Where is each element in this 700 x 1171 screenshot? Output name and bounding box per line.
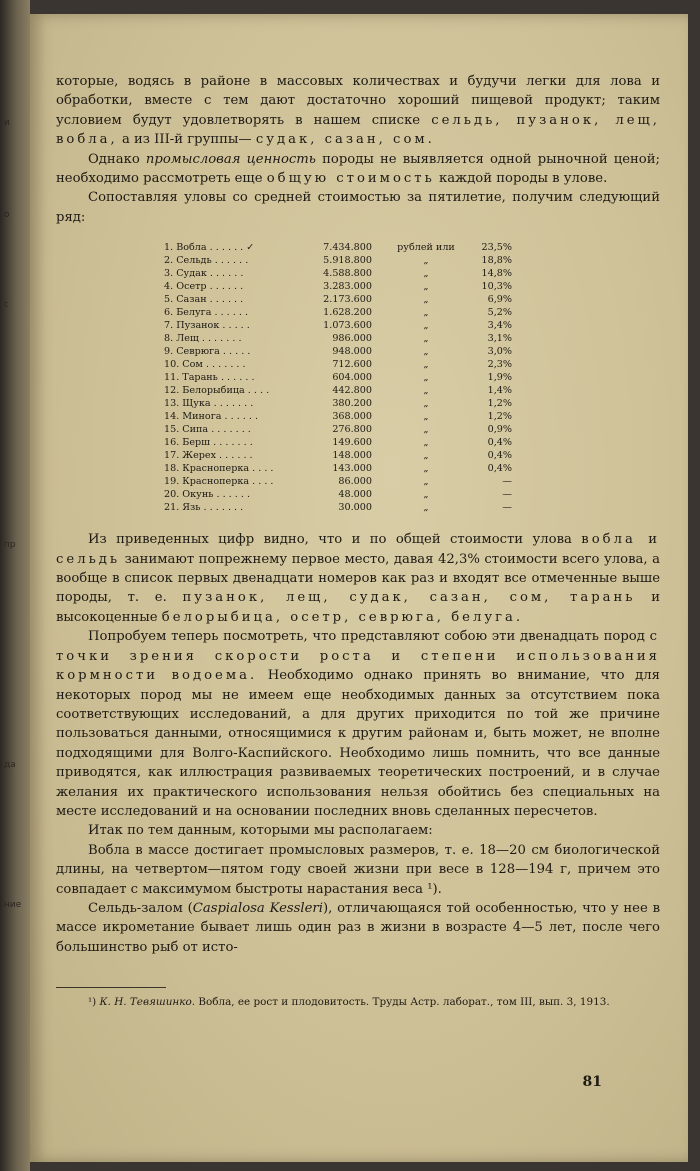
unit-label: „ [423,502,429,514]
unit-label: „ [423,489,429,501]
fish-value: 442.800 [332,385,372,397]
fish-value: 368.000 [332,411,372,423]
fish-value: 149.600 [332,437,372,449]
fish-name: 3. Судак . . . . . . [164,268,244,280]
paragraph: Однако промысловая ценность породы не выявляется одной рыночной ценой; необходимо рассмотреть еще общую стоимость каждой породы в улове. [56,151,660,187]
page-body [56,72,660,1010]
unit-label: „ [423,463,429,475]
fish-percent: 14,8% [481,268,512,280]
fish-value: 86.000 [338,476,372,488]
fish-percent: 23,5% [481,242,512,254]
unit-label: „ [423,281,429,293]
fish-name: 2. Сельдь . . . . . . [164,255,249,267]
footnote: ¹) К. Н. Тевяшинко. Вобла, ее рост и плодовитость. Труды Астр. лаборат., том III, вып. 3, 1913. [88,996,610,1009]
table-row [164,267,512,280]
page-number: 81 [582,1074,602,1090]
unit-label: „ [423,320,429,332]
fish-name: 6. Белуга . . . . . . [164,307,249,319]
fish-name: 4. Осетр . . . . . . [164,281,244,293]
fish-value: 148.000 [332,450,372,462]
paragraph: Сопоставляя уловы со средней стоимостью за пятилетие, получим следующий ряд: [56,190,660,225]
fish-percent: 1,2% [487,398,512,410]
margin-fragment: и [4,118,10,128]
fish-name: 21. Язь . . . . . . . [164,502,244,514]
fish-percent: 3,0% [487,346,512,358]
fish-name: 15. Сипа . . . . . . . [164,424,251,436]
paragraph: которые, водясь в районе в массовых количествах и будучи легки для лова и обработки, вместе с тем дают достаточно хороший пищевой продукт; таким условием будут удовлетворять в нашем списке сельдь, пузанок, лещ, вобла, а из III-й группы— судак, сазан, сом. [56,74,660,148]
table-row [164,384,512,397]
fish-name: 17. Жерех . . . . . . [164,450,253,462]
unit-label: „ [423,268,429,280]
fish-percent: 3,4% [487,320,512,332]
table-row [164,475,512,488]
table-row [164,488,512,501]
table-row [164,371,512,384]
fish-value: 986.000 [332,333,372,345]
fish-name: 19. Красноперка . . . . [164,476,274,488]
fish-percent: 1,4% [487,385,512,397]
fish-value: 143.000 [332,463,372,475]
fish-percent: 1,9% [487,372,512,384]
fish-name: 11. Тарань . . . . . . [164,372,255,384]
unit-label: „ [423,333,429,345]
table-row [164,449,512,462]
fish-percent: — [502,489,512,501]
book-page [30,14,688,1162]
fish-percent: 0,4% [487,450,512,462]
fish-name: 8. Лещ . . . . . . . [164,333,242,345]
unit-label: „ [423,385,429,397]
table-row [164,241,512,254]
fish-name: 1. Вобла . . . . . . ✓ [164,242,255,254]
margin-fragment: пр [4,540,16,550]
fish-name: 13. Щука . . . . . . . [164,398,254,410]
unit-label: „ [423,359,429,371]
fish-value: 48.000 [338,489,372,501]
table-row [164,423,512,436]
fish-percent: 10,3% [481,281,512,293]
paragraph: Итак по тем данным, которыми мы располагаем: [88,823,433,839]
table-row [164,345,512,358]
paragraph: Вобла в массе достигает промысловых размеров, т. е. 18—20 см биологической длины, на четвертом—пятом году своей жизни при весе в 128—194 г, причем это совпадает с максимумом быстроты нарастания веса ¹). [56,842,660,897]
table-row [164,410,512,423]
fish-value: 712.600 [332,359,372,371]
margin-fragment: ние [4,900,22,910]
fish-percent: 6,9% [487,294,512,306]
table-body [164,241,512,514]
unit-label: „ [423,307,429,319]
adjacent-page-edge [0,0,30,1171]
fish-name: 10. Сом . . . . . . . [164,359,246,371]
paragraph: Из приведенных цифр видно, что и по общей стоимости улова вобла и сельдь занимают попрежнему первое место, давая 42,3% стоимости всего улова, а вообще в список первых двенадцати номеров как раз и входят все отмеченные выше породы, т. е. пузанок, лещ, судак, сазан, сом, тарань и высокоценные белорыбица, осетр, севрюга, белуга. [56,532,660,625]
table-row [164,397,512,410]
fish-value: 1.628.200 [323,307,372,319]
table-row [164,319,512,332]
fish-value: 380.200 [332,398,372,410]
fish-value: 5.918.800 [323,255,372,267]
fish-percent: 0,4% [487,463,512,475]
fish-value: 7.434.800 [323,242,372,254]
fish-value: 276.800 [332,424,372,436]
fish-percent: 18,8% [481,255,512,267]
table-row [164,501,512,514]
margin-fragment: о [4,210,10,220]
margin-fragment: да [4,760,16,770]
fish-value: 2.173.600 [323,294,372,306]
fish-name: 12. Белорыбица . . . . [164,385,270,397]
table-row [164,332,512,345]
fish-percent: 2,3% [487,359,512,371]
fish-name: 14. Минога . . . . . . [164,411,259,423]
fish-percent: 0,9% [487,424,512,436]
unit-label: „ [423,450,429,462]
fish-value: 1.073.600 [323,320,372,332]
paragraph: Попробуем теперь посмотреть, что представляют собою эти двенадцать пород с точки зрения скорости роста и степени использования кормности водоема. Необходимо однако принять во внимание, что для некоторых пород мы не имеем еще необходимых данных за отсутствием пока соответствующих исследований, а для других приходится по той же причине пользоваться данными, относящимися к другим районам и, быть может, не вполне подходящими для Волго-Каспийского. Необходимо лишь помнить, что все данные приводятся, как иллюстрация развиваемых теоретических построений, и в случае желания их практического использования нельзя обойтись без специальных на месте исследований и на основании последних вновь сделанных пересчетов. [56,629,660,819]
margin-fragment: с [4,300,9,310]
paragraph: Сельдь-залом (Caspialosa Kessleri), отличающаяся той особенностью, что у нее в массе икрометание бывает лишь один раз в жизни в возрасте 4—5 лет, после чего большинство рыб от исто- [56,900,660,955]
fish-percent: — [502,476,512,488]
table-row [164,254,512,267]
fish-value: 604.000 [332,372,372,384]
fish-percent: — [502,502,512,514]
unit-label: „ [423,424,429,436]
footnote-divider [56,987,166,988]
unit-label: „ [423,437,429,449]
fish-value: 3.283.000 [323,281,372,293]
table-row [164,436,512,449]
unit-label: „ [423,372,429,384]
catch-value-table [164,241,512,514]
unit-label: „ [423,398,429,410]
table-row [164,280,512,293]
table-row [164,462,512,475]
fish-name: 18. Красноперка . . . . [164,463,274,475]
fish-name: 9. Севрюга . . . . . [164,346,251,358]
unit-label: „ [423,255,429,267]
table-row [164,358,512,371]
fish-percent: 0,4% [487,437,512,449]
fish-name: 7. Пузанок . . . . . [164,320,250,332]
fish-name: 20. Окунь . . . . . . [164,489,251,501]
fish-percent: 1,2% [487,411,512,423]
fish-value: 948.000 [332,346,372,358]
fish-value: 30.000 [338,502,372,514]
table-row [164,306,512,319]
fish-name: 5. Сазан . . . . . . [164,294,244,306]
unit-label: „ [423,411,429,423]
fish-name: 16. Берш . . . . . . . [164,437,253,449]
unit-label: „ [423,346,429,358]
fish-value: 4.588.800 [323,268,372,280]
unit-label: „ [423,294,429,306]
unit-label: „ [423,476,429,488]
fish-percent: 5,2% [487,307,512,319]
unit-label: рублей или [397,242,455,254]
table-row [164,293,512,306]
fish-percent: 3,1% [487,333,512,345]
